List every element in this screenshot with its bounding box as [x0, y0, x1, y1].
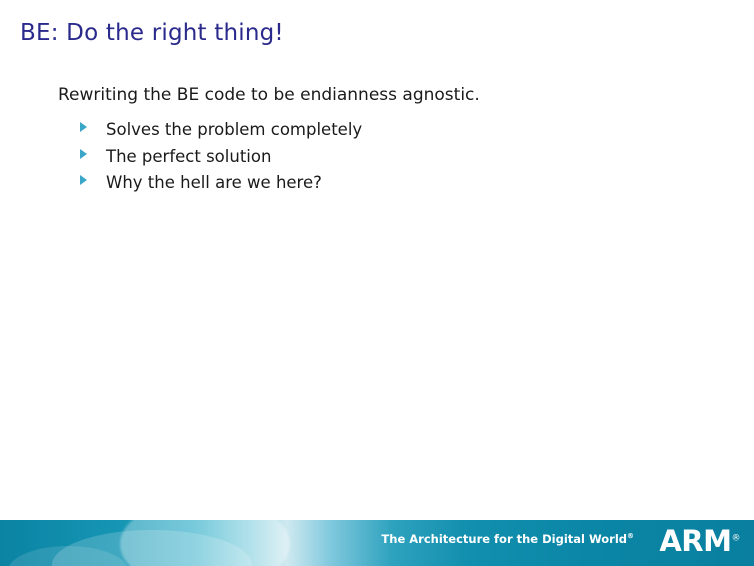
- page-title: BE: Do the right thing!: [20, 20, 284, 46]
- list-item-label: The perfect solution: [106, 146, 272, 166]
- footer-tagline-text: The Architecture for the Digital World: [381, 532, 627, 546]
- slide-content: [58, 84, 724, 197]
- triangle-bullet-icon: [80, 149, 87, 159]
- list-item: [80, 117, 724, 144]
- arm-logo: [659, 524, 740, 558]
- list-item-label: Solves the problem completely: [106, 119, 363, 139]
- triangle-bullet-icon: [80, 122, 87, 132]
- lead-paragraph: Rewriting the BE code to be endianness agnostic.: [58, 85, 480, 105]
- slide-footer: [0, 520, 754, 566]
- list-item-label: Why the hell are we here?: [106, 173, 322, 193]
- footer-tagline-trademark: ®: [627, 532, 634, 541]
- triangle-bullet-icon: [80, 175, 87, 185]
- bullet-list: [58, 117, 724, 197]
- footer-tagline: [381, 532, 634, 546]
- list-item: [80, 144, 724, 171]
- arm-logo-text: ARM: [659, 524, 732, 558]
- list-item: [80, 170, 724, 197]
- arm-logo-trademark: ®: [731, 533, 740, 544]
